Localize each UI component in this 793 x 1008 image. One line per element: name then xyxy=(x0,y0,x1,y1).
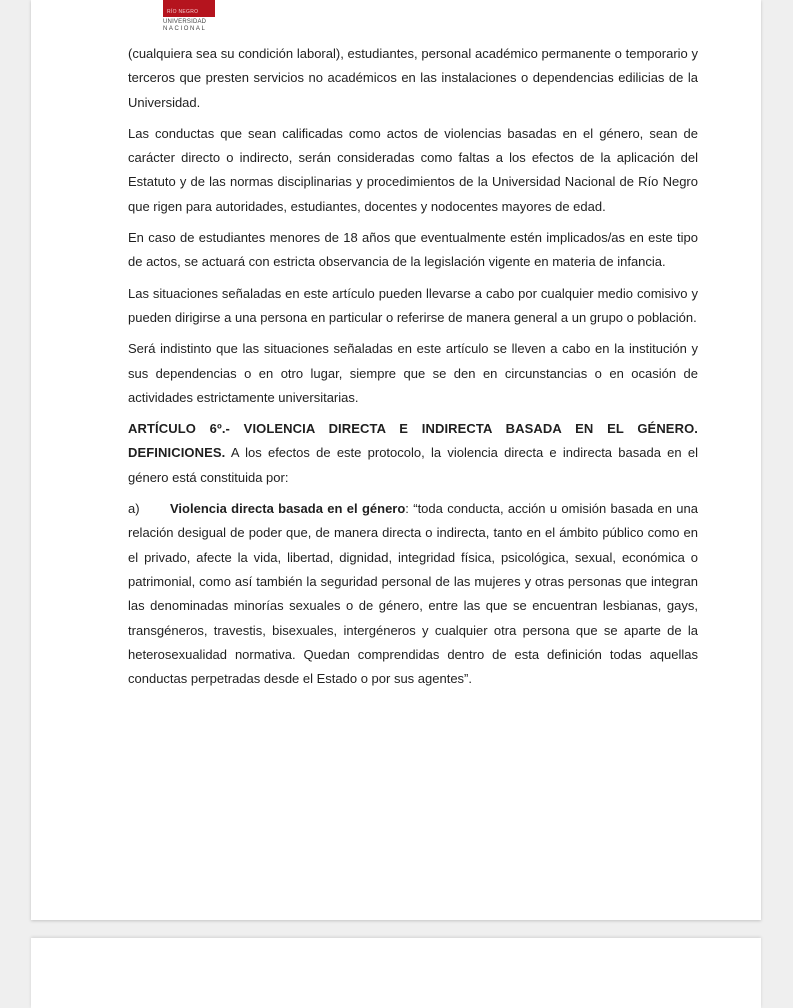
logo-red-block xyxy=(163,0,215,17)
logo-line1: UNIVERSIDAD xyxy=(163,19,207,25)
paragraph-5: Será indistinto que las situaciones señaladas en este artículo se lleven a cabo en la institución y sus dependencias o en otro lugar, siempre que se den en circunstancias o en ocasión de actividades estrictamente universitarias. xyxy=(128,341,698,405)
university-logo xyxy=(163,0,215,34)
item-a-paragraph xyxy=(128,497,698,691)
paragraph-1: (cualquiera sea su condición laboral), estudiantes, personal académico permanente o temporario y terceros que presten servicios no académicos en las instalaciones o dependencias edilicias de la Universidad. xyxy=(128,46,698,110)
next-page xyxy=(31,938,761,1008)
paragraph-4: Las situaciones señaladas en este artículo pueden llevarse a cabo por cualquier medio comisivo y pueden dirigirse a una persona en particular o referirse de manera general a un grupo o población. xyxy=(128,285,698,325)
paragraph-3: En caso de estudiantes menores de 18 años que eventualmente estén implicados/as en este tipo de actos, se actuará con estricta observancia de la legislación vigente en materia de infancia. xyxy=(128,230,698,270)
logo-line2: NACIONAL xyxy=(163,26,207,32)
article-intro: A los efectos de este protocolo, la violencia directa e indirecta basada en el género está constituida por: xyxy=(128,445,698,485)
item-a-definition: : “toda conducta, acción u omisión basada en una relación desigual de poder que, de manera directa o indirecta, tanto en el ámbito público como en el privado, afecte la vida, libertad, dignidad, integridad física, psicológica, sexual, económica o patrimonial, como así también la seguridad personal de las mujeres y otras personas que integran las denominadas minorías sexuales o de género, entre las que se encuentran lesbianas, gays, transgéneros, travestis, bisexuales, intergéneros y cualquier otra persona que se aparte de la heterosexualidad normativa. Quedan comprendidas dentro de esta definición todas aquellas conductas perpetradas desde el Estado o por sus agentes”. xyxy=(128,501,698,687)
paragraph-2: Las conductas que sean calificadas como actos de violencias basadas en el género, sean de carácter directo o indirecto, serán consideradas como faltas a los efectos de la aplicación del Estatuto y de las normas disciplinarias y procedimientos de la Universidad Nacional de Río Negro que rigen para autoridades, estudiantes, docentes y nodocentes mayores de edad. xyxy=(128,125,698,214)
article-6-paragraph xyxy=(128,417,698,490)
logo-top-text: RÍO NEGRO xyxy=(167,9,199,15)
article-heading: ARTÍCULO 6º.- VIOLENCIA DIRECTA E INDIRECTA BASADA EN EL GÉNERO. DEFINICIONES. xyxy=(128,421,698,461)
document-body xyxy=(128,42,698,698)
item-a-term: Violencia directa basada en el género xyxy=(170,501,406,517)
item-a-label: a) xyxy=(128,501,140,517)
